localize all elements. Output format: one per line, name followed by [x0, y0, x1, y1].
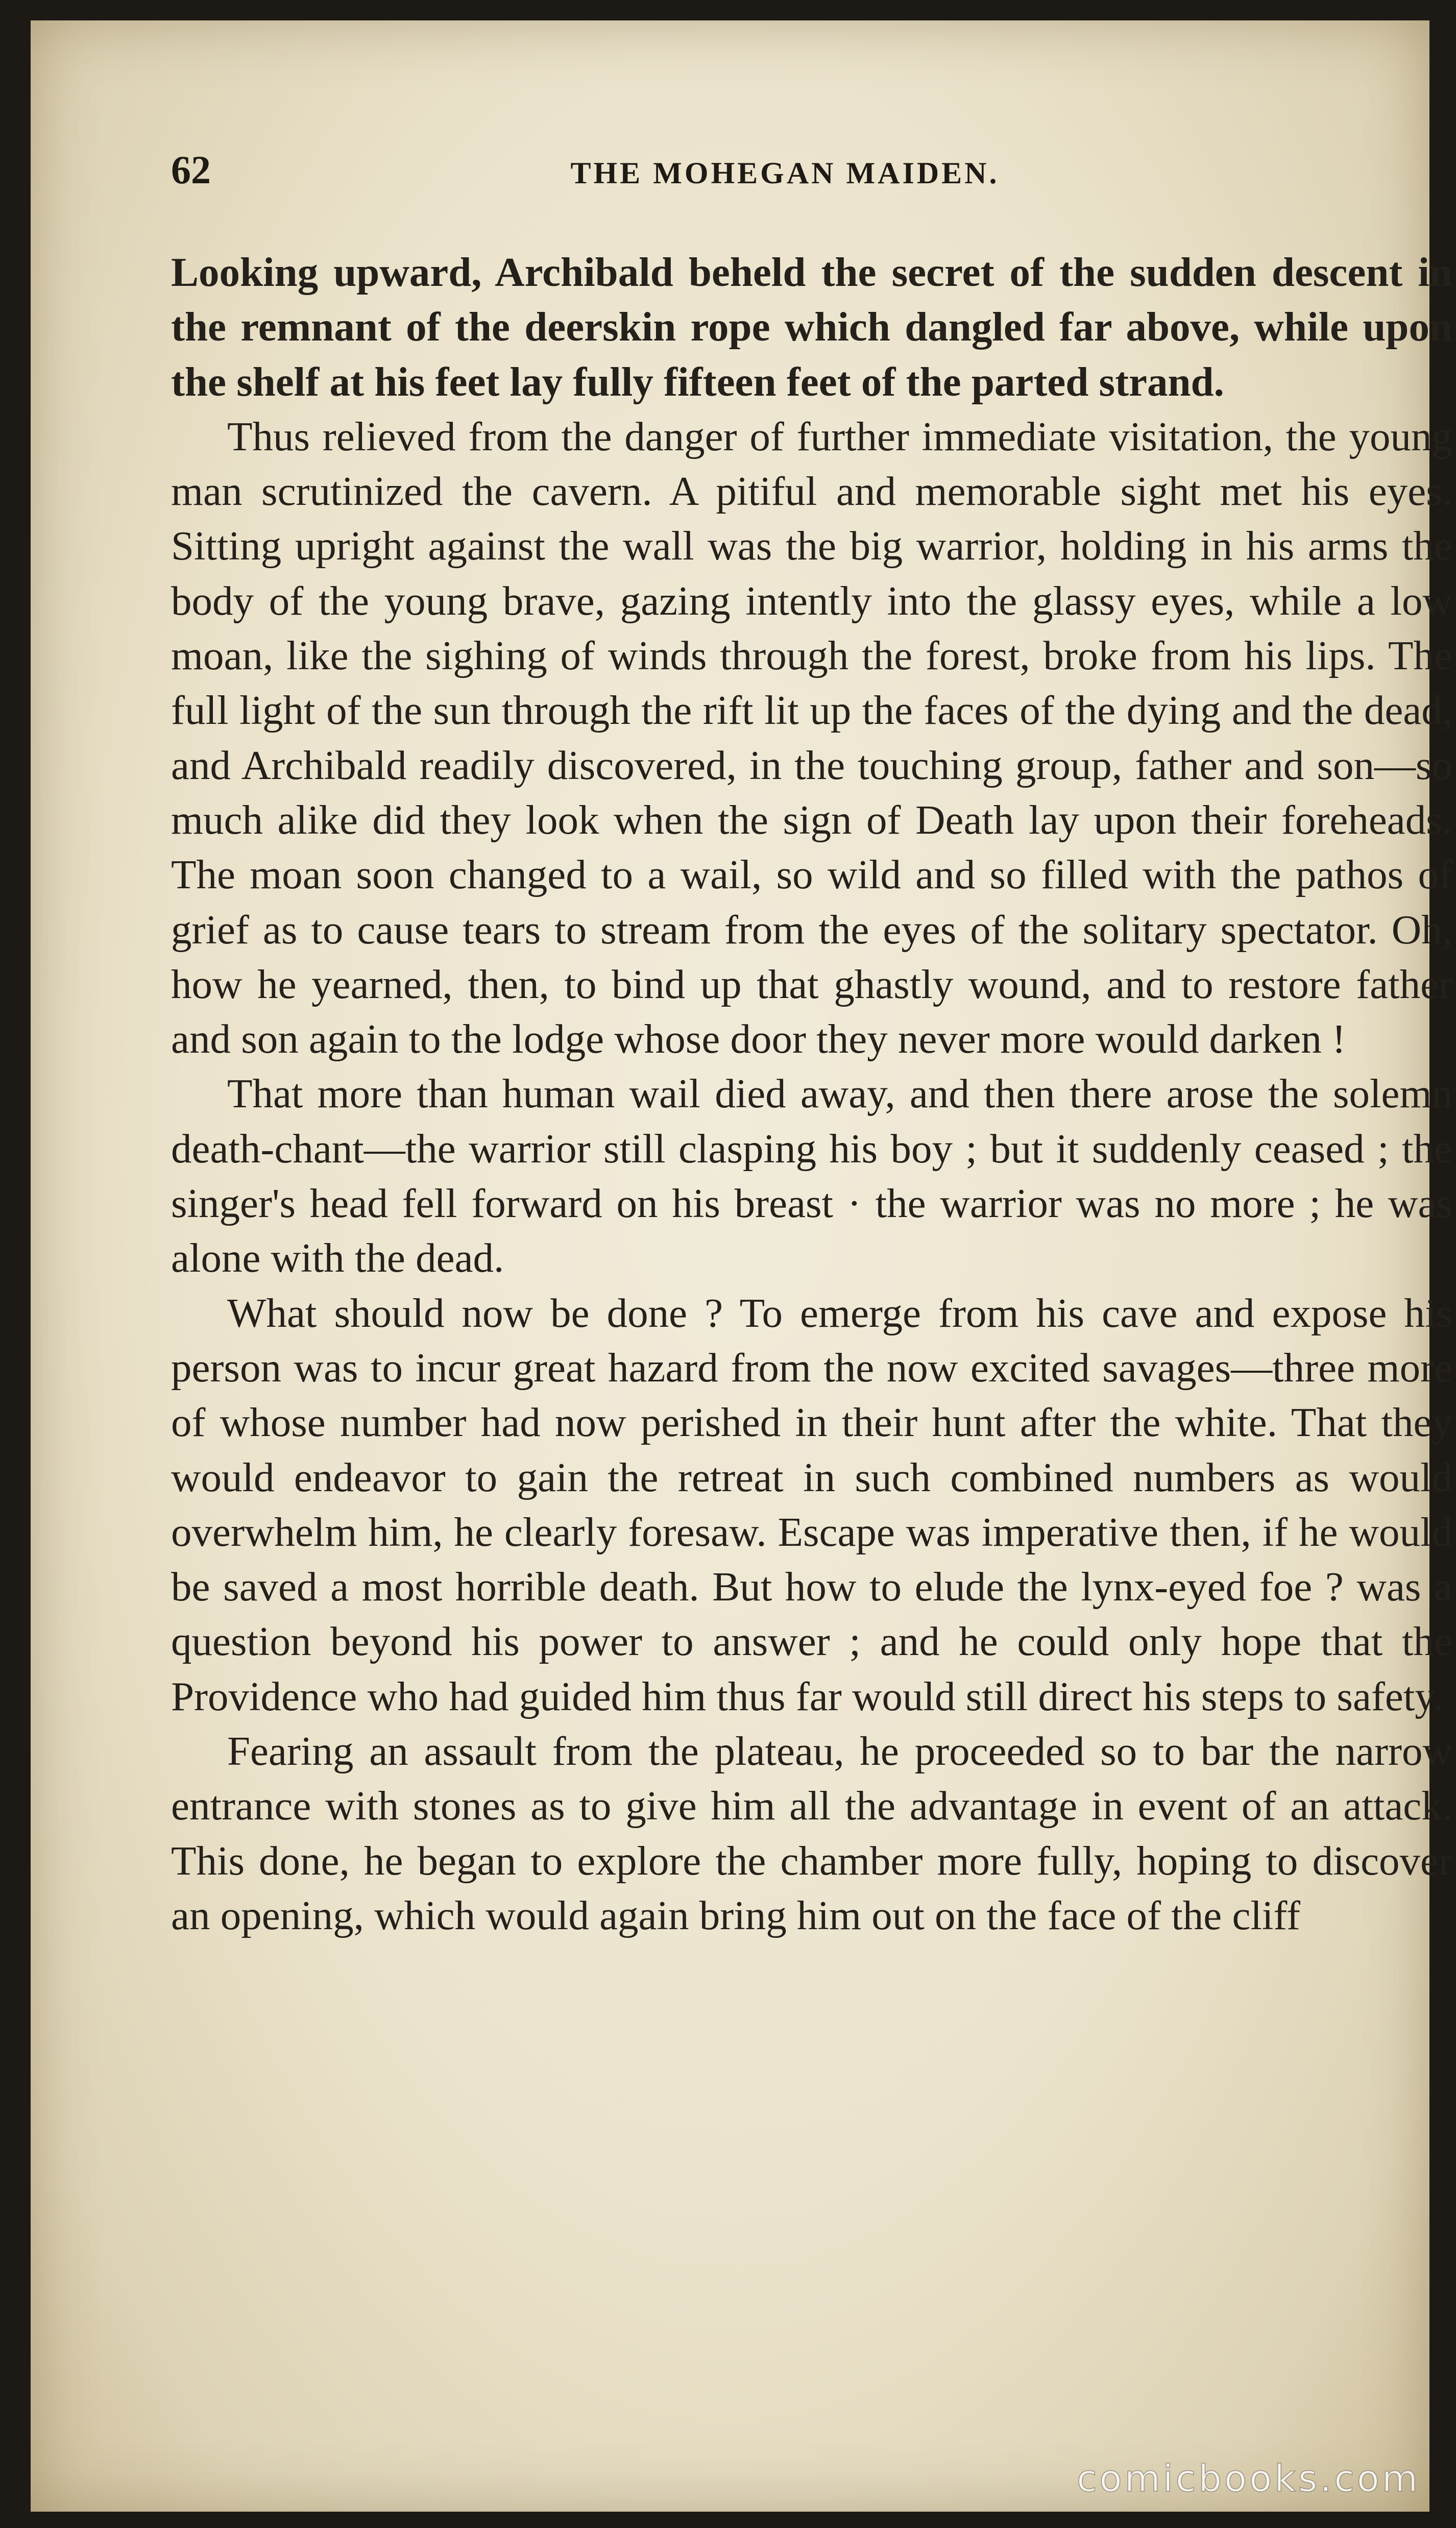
- paragraph: What should now be done ? To emerge from his cave and expose his person was to incur great hazard from the now excited savages—three more of whose number had now perished in their hunt after the white. That they would endeavor to gain the retreat in such combined numbers as would overwhelm him, he clearly foresaw. Escape was imperative then, if he would be saved a most horrible death. But how to elude the lynx-eyed foe ? was a question beyond his power to answer ; and he could only hope that the Providence who had guided him thus far would still direct his steps to safety.: [171, 1290, 1452, 1719]
- paragraph: Looking upward, Archibald beheld the secret of the sudden descent in the remnant of the deerskin rope which dangled far above, while upon the shelf at his feet lay fully fifteen feet of the parted strand.: [171, 249, 1452, 405]
- running-head: [171, 147, 1399, 193]
- running-title: THE MOHEGAN MAIDEN.: [570, 156, 1000, 190]
- paragraph: That more than human wail died away, and then there arose the solemn death-chant—the warrior still clasping his boy ; but it suddenly ceased ; the singer's head fell forward on his breast · the warrior was no more ; he was alone with the dead.: [171, 1071, 1452, 1281]
- book-page: [31, 20, 1452, 2512]
- site-watermark: comicbooks.com: [1076, 2457, 1420, 2500]
- paragraph: Fearing an assault from the plateau, he proceeded so to bar the narrow entrance with stones as to give him all the advantage in event of an attack. This done, he began to explore the chamber more fully, hoping to discover an opening, which would again bring him out on the face of the cliff: [171, 1728, 1452, 1938]
- body-text: [171, 245, 1452, 1943]
- paragraph: Thus relieved from the danger of further immediate visitation, the young man scrutinized the cavern. A pitiful and memorable sight met his eyes. Sitting upright against the wall was the big warrior, holding in his arms the body of the young brave, gazing intently into the glassy eyes, while a low moan, like the sighing of winds through the forest, broke from his lips. The full light of the sun through the rift lit up the faces of the dying and the dead, and Archibald readily discovered, in the touching group, father and son—so much alike did they look when the sign of Death lay upon their foreheads. The moan soon changed to a wail, so wild and so filled with the pathos of grief as to cause tears to stream from the eyes of the solitary spectator. Oh, how he yearned, then, to bind up that ghastly wound, and to restore father and son again to the lodge whose door they never more would darken !: [171, 413, 1452, 1062]
- page-number: 62: [171, 148, 211, 192]
